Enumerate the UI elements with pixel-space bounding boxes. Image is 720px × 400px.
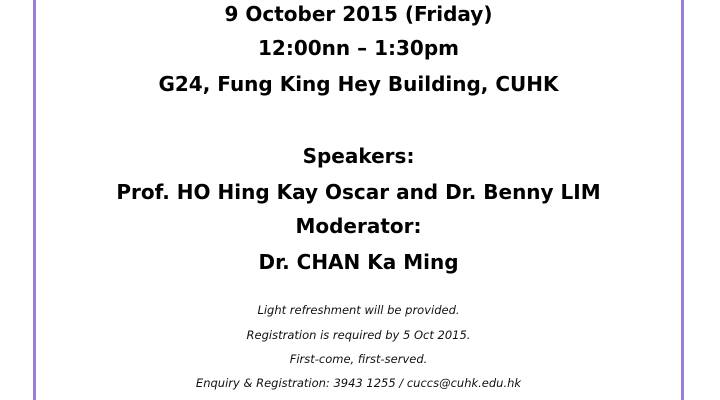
enquiry-contact: Enquiry & Registration: 3943 1255 / cuccs@cuhk.edu.hk (195, 376, 522, 390)
event-venue: G24, Fung King Hey Building, CUHK (158, 72, 559, 96)
event-time: 12:00nn – 1:30pm (258, 36, 459, 60)
flyer-border-right (681, 0, 684, 400)
moderator-heading: Moderator: (295, 214, 422, 238)
refreshment-note: Light refreshment will be provided. (257, 303, 460, 317)
moderator-name: Dr. CHAN Ka Ming (258, 250, 459, 274)
event-date: 9 October 2015 (Friday) (224, 2, 493, 26)
registration-deadline-note: Registration is required by 5 Oct 2015. (246, 328, 471, 342)
speakers-heading: Speakers: (302, 144, 415, 168)
speakers-names: Prof. HO Hing Kay Oscar and Dr. Benny LIM (116, 180, 601, 204)
first-come-note: First-come, first-served. (289, 352, 428, 366)
